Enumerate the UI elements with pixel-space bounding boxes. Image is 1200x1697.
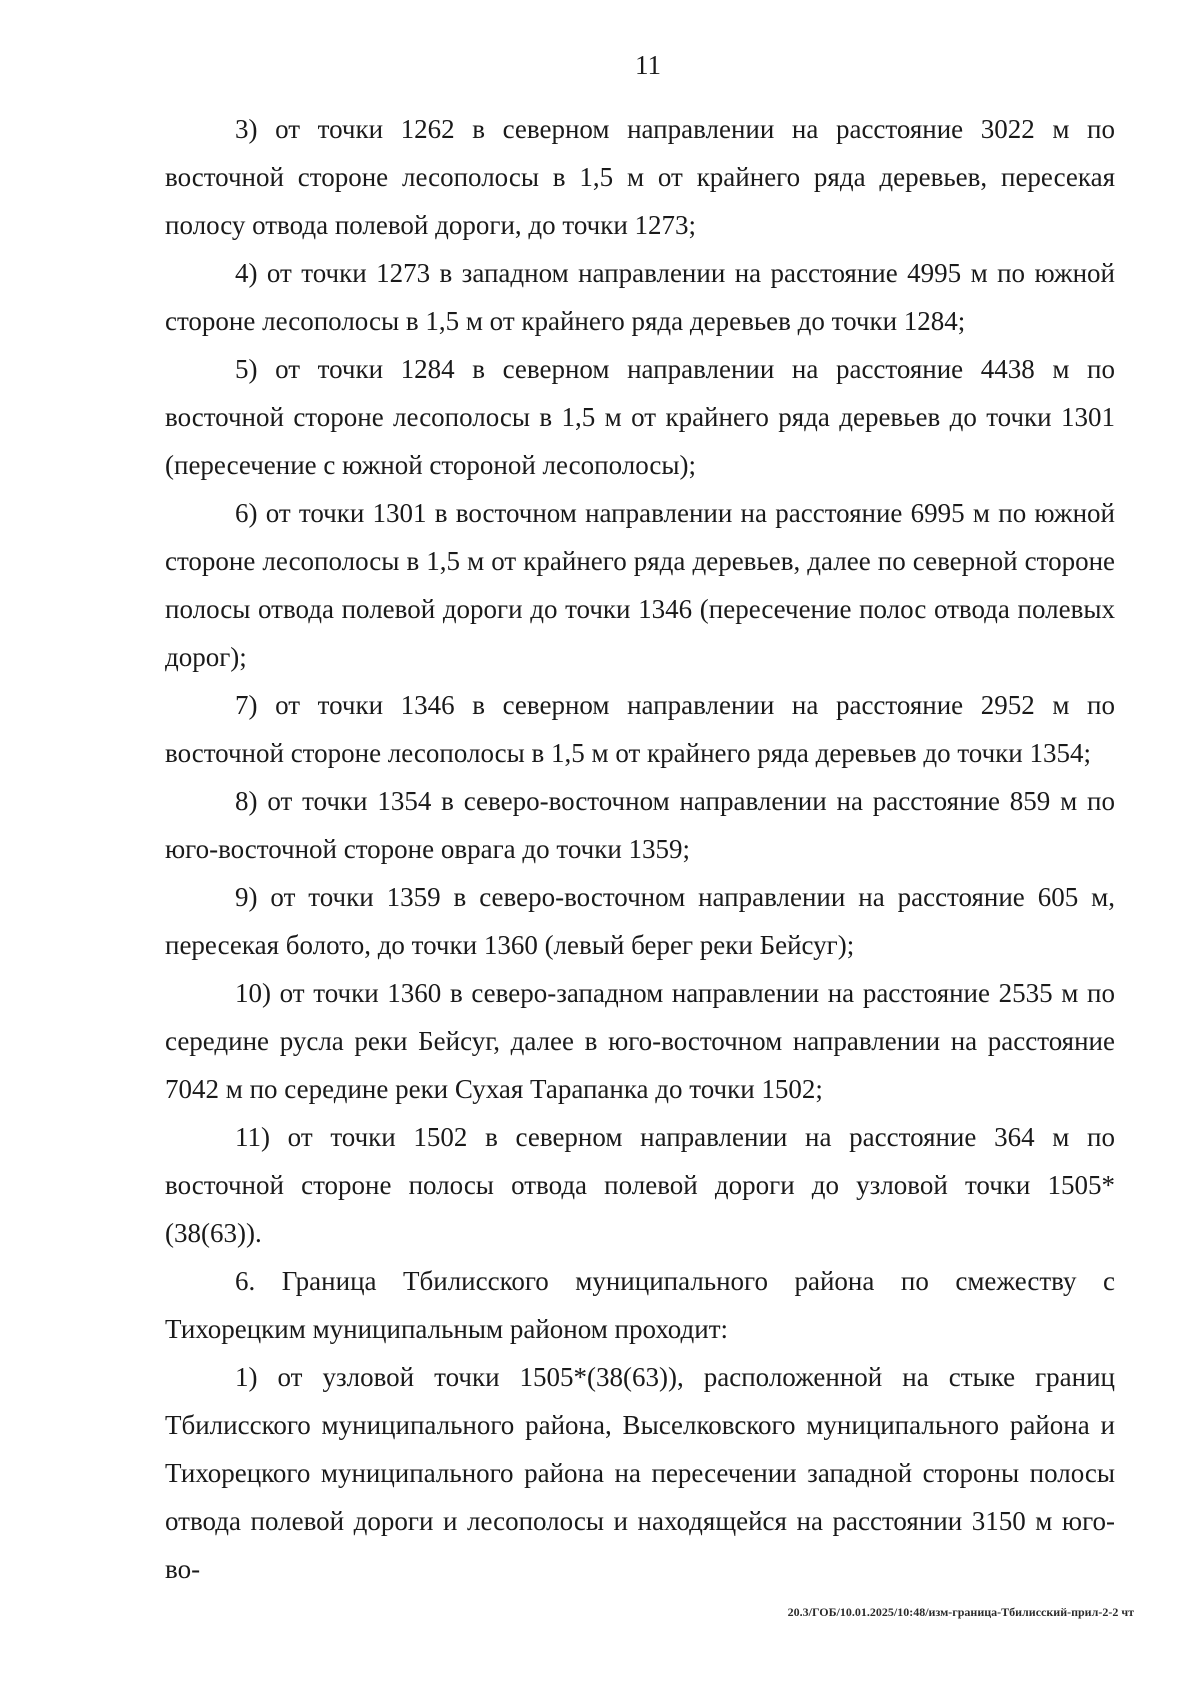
paragraph-item-10: 10) от точки 1360 в северо-западном направлении на расстояние 2535 м по середине русла реки Бейсуг, далее в юго-восточном направлении на расстояние 7042 м по середине реки Сухая Тарапанка до точки 1502; [165, 978, 1115, 1104]
paragraph-item-1: 1) от узловой точки 1505*(38(63)), расположенной на стыке границ Тбилисского муниципального района, Выселковского муниципального района и Тихорецкого муниципального района на пересечении западной стороны полосы отвода полевой дороги и лесополосы и находящейся на расстоянии 3150 м юго-во- [165, 1362, 1115, 1584]
paragraph-item-8: 8) от точки 1354 в северо-восточном направлении на расстояние 859 м по юго-восточной стороне оврага до точки 1359; [165, 786, 1115, 864]
paragraph-item-3: 3) от точки 1262 в северном направлении на расстояние 3022 м по восточной стороне лесополосы в 1,5 м от крайнего ряда деревьев, пересекая полосу отвода полевой дороги, до точки 1273; [165, 114, 1115, 240]
paragraph-item-5: 5) от точки 1284 в северном направлении на расстояние 4438 м по восточной стороне лесополосы в 1,5 м от крайнего ряда деревьев до точки 1301 (пересечение с южной стороной лесополосы); [165, 354, 1115, 480]
document-body [165, 105, 1115, 1593]
section-heading-6: 6. Граница Тбилисского муниципального района по смежеству с Тихорецким муниципальным районом проходит: [165, 1266, 1115, 1344]
paragraph-item-7: 7) от точки 1346 в северном направлении на расстояние 2952 м по восточной стороне лесополосы в 1,5 м от крайнего ряда деревьев до точки 1354; [165, 690, 1115, 768]
paragraph-item-11: 11) от точки 1502 в северном направлении на расстояние 364 м по восточной стороне полосы отвода полевой дороги до узловой точки 1505*(38(63)). [165, 1122, 1115, 1248]
paragraph-item-4: 4) от точки 1273 в западном направлении на расстояние 4995 м по южной стороне лесополосы в 1,5 м от крайнего ряда деревьев до точки 1284; [165, 258, 1115, 336]
footer-document-code: 20.3/ГОБ/10.01.2025/10:48/изм-граница-Тбилисский-прил-2-2 чт [787, 1605, 1134, 1619]
page-number: 11 [635, 50, 661, 80]
paragraph-item-9: 9) от точки 1359 в северо-восточном направлении на расстояние 605 м, пересекая болото, до точки 1360 (левый берег реки Бейсуг); [165, 882, 1115, 960]
paragraph-item-6: 6) от точки 1301 в восточном направлении на расстояние 6995 м по южной стороне лесополосы в 1,5 м от крайнего ряда деревьев, далее по северной стороне полосы отвода полевой дороги до точки 1346 (пересечение полос отвода полевых дорог); [165, 498, 1115, 672]
